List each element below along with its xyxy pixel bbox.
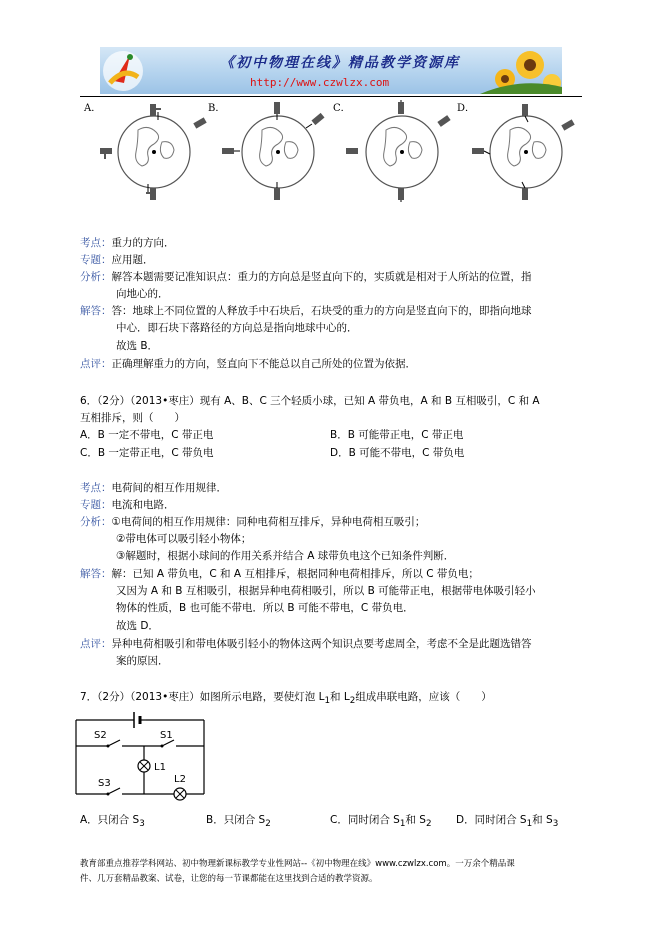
q6-option-d: D．B 可能不带电，C 带负电 — [330, 447, 465, 459]
kaodian-text: 重力的方向． — [111, 237, 175, 249]
jieda-text-cont: 又因为 A 和 B 互相吸引，根据异种电荷相吸引，所以 B 可能带正电，根据带电体吸引轻小 — [116, 585, 536, 597]
fenxi-text: 解答本题需要记准知识点：重力的方向总是竖直向下的，实质就是相对于人所站的位置，指 — [111, 271, 532, 283]
q7-option-a-text: A．只闭合 S — [80, 814, 140, 826]
q7-option-d-sub: 1 — [526, 819, 533, 830]
jieda-text: 解：已知 A 带负电，C 和 A 互相排斥，根据同种电荷相排斥，所以 C 带负电； — [111, 568, 479, 580]
jieda-text-cont: 物体的性质，B 也可能不带电．所以 B 可能不带电，C 带负电． — [116, 602, 414, 614]
q7-option-b — [206, 812, 271, 833]
banner-title: 《初中物理在线》精品教学资源库 — [220, 55, 460, 71]
zhuanti-label: 专题： — [80, 499, 112, 511]
label-s1: S1 — [160, 730, 173, 741]
q7-stem — [80, 689, 492, 710]
q7-option-c — [330, 812, 432, 833]
banner-url[interactable]: http://www.czwlzx.com — [250, 76, 390, 89]
option-d-label: D． — [457, 103, 476, 114]
jieda-answer: 故选 D． — [116, 620, 159, 632]
analysis-row — [80, 514, 425, 531]
dianping-label: 点评： — [80, 358, 112, 370]
option-c-label: C． — [333, 103, 351, 114]
q6-option-c: C．B 一定带正电，C 带负电 — [80, 447, 214, 459]
label-s2: S2 — [94, 730, 107, 741]
fenxi-label: 分析： — [80, 516, 112, 528]
analysis-row — [80, 269, 532, 286]
switch-s2 — [108, 740, 120, 746]
option-b-label: B． — [208, 103, 226, 114]
jieda-text-cont: 中心．即石块下落路径的方向总是指向地球中心的． — [116, 322, 358, 334]
fenxi-label: 分析： — [80, 271, 112, 283]
page-footer — [80, 857, 590, 887]
analysis-row — [80, 252, 154, 269]
q6-option-a: A．B 一定不带电，C 带正电 — [80, 429, 214, 441]
dianping-text: 异种电荷相吸引和带电体吸引轻小的物体这两个知识点要考虑周全，考虑不全是此题选错答 — [111, 638, 532, 650]
label-l1: L1 — [154, 762, 166, 773]
fenxi-text-cont: ②带电体可以吸引轻小物体； — [116, 533, 252, 545]
jieda-text: 答：地球上不同位置的人释放手中石块后，石块受的重力的方向是竖直向下的，即指向地球 — [111, 305, 532, 317]
q7-option-c-text: C．同时闭合 S — [330, 814, 400, 826]
globe-figure-c — [346, 100, 458, 202]
q7-stem-post: 组成串联电路，应该（ ） — [355, 691, 492, 703]
q7-option-b-sub: 2 — [265, 819, 271, 830]
header-divider — [80, 96, 582, 97]
dianping-text-cont: 案的原因． — [116, 655, 169, 667]
analysis-row — [80, 480, 227, 497]
kaodian-label: 考点： — [80, 237, 112, 249]
q6-stem: 6．（2分）（2013•枣庄）现有 A、B、C 三个轻质小球，已知 A 带负电，A 和 B 互相吸引，C 和 A — [80, 395, 540, 407]
analysis-row — [80, 235, 175, 252]
header-banner — [100, 47, 562, 94]
fenxi-text-cont: ③解题时，根据小球间的作用关系并结合 A 球带负电这个已知条件判断． — [116, 550, 455, 562]
circuit-diagram — [70, 708, 210, 804]
globe-figure-b — [222, 100, 334, 202]
globe-figure-d — [470, 100, 582, 202]
q7-option-a — [80, 812, 145, 833]
q6-option-b: B．B 可能带正电，C 带正电 — [330, 429, 464, 441]
footer-line: 件、几万套精品教案、试卷，让您的每一节课都能在这里找到合适的教学资源。 — [80, 874, 378, 884]
analysis-row — [80, 566, 479, 583]
globe-figure-a — [98, 100, 210, 202]
fenxi-text-cont: 向地心的． — [116, 288, 169, 300]
dianping-label: 点评： — [80, 638, 112, 650]
label-s3: S3 — [98, 778, 111, 789]
analysis-row — [80, 636, 532, 653]
q7-l1-sub: 1 — [324, 696, 331, 707]
q7-option-d-sub: 3 — [552, 819, 559, 830]
q7-option-d-mid: 和 S — [532, 814, 553, 826]
dianping-text: 正确理解重力的方向，竖直向下不能总以自己所处的位置为依据． — [111, 358, 416, 370]
q7-option-d-text: D．同时闭合 S — [456, 814, 527, 826]
jieda-label: 解答： — [80, 568, 112, 580]
q7-option-c-mid: 和 S — [405, 814, 426, 826]
q7-stem-pre: 7．（2分）（2013•枣庄）如图所示电路，要使灯泡 L — [80, 691, 325, 703]
q6-stem-cont: 互相排斥，则（ ） — [80, 412, 185, 424]
option-a-label: A． — [84, 103, 102, 114]
q7-option-a-sub: 3 — [139, 819, 145, 830]
analysis-row — [80, 303, 532, 320]
q7-l2-sub: 2 — [349, 696, 356, 707]
jieda-answer: 故选 B． — [116, 340, 159, 352]
zhuanti-text: 应用题． — [111, 254, 154, 266]
zhuanti-text: 电流和电路． — [111, 499, 175, 511]
analysis-row — [80, 356, 416, 373]
kaodian-label: 考点： — [80, 482, 112, 494]
q7-option-c-sub: 2 — [425, 819, 432, 830]
q7-option-d — [456, 812, 558, 833]
footer-line: 教育部重点推荐学科网站、初中物理新课标教学专业性网站--《初中物理在线》www.czwlzx.com。一万余个精品课 — [80, 859, 515, 869]
kaodian-text: 电荷间的相互作用规律． — [111, 482, 227, 494]
q7-stem-mid: 和 L — [330, 691, 350, 703]
q7-option-b-text: B．只闭合 S — [206, 814, 266, 826]
jieda-label: 解答： — [80, 305, 112, 317]
analysis-row — [80, 497, 175, 514]
zhuanti-label: 专题： — [80, 254, 112, 266]
q7-option-c-sub: 1 — [399, 819, 406, 830]
fenxi-text: ①电荷间的相互作用规律：同种电荷相互排斥，异种电荷相互吸引； — [111, 516, 426, 528]
label-l2: L2 — [174, 774, 186, 785]
